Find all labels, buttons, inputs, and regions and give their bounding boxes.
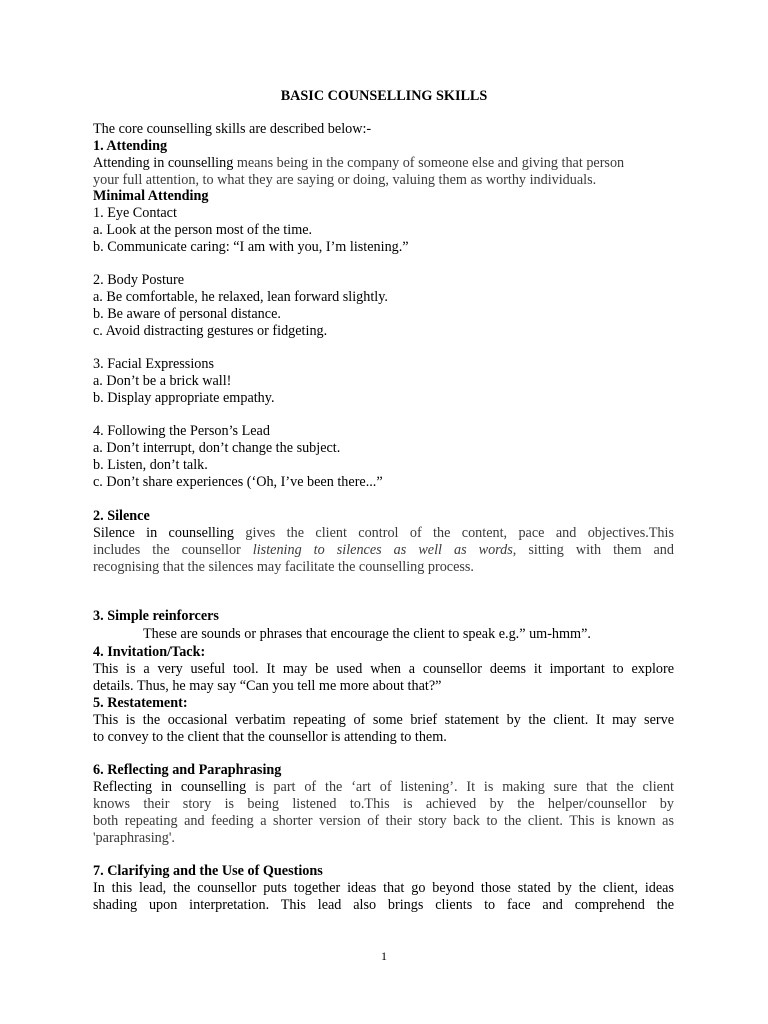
inline-lead: Silence in counselling (93, 525, 234, 541)
list-item: b. Listen, don’t talk. (93, 457, 208, 473)
inline-pre: includes the counsellor (93, 542, 253, 558)
list-item: b. Display appropriate empathy. (93, 390, 275, 406)
paragraph-line (93, 542, 674, 559)
section-heading-attending: 1. Attending (93, 138, 168, 154)
paragraph-line: recognising that the silences may facilitate the counselling process. (93, 559, 474, 575)
section-heading-restatement: 5. Restatement: (93, 695, 188, 711)
paragraph-line: to convey to the client that the counsellor is attending to them. (93, 729, 447, 745)
paragraph-line: In this lead, the counsellor puts together ideas that go beyond those stated by the client, ideas (93, 880, 674, 896)
paragraph-line: knows their story is being listened to.This is achieved by the helper/counsellor by (93, 796, 674, 812)
inline-italic: listening to silences as well as words (252, 542, 513, 558)
list-item: a. Don’t be a brick wall! (93, 373, 232, 389)
paragraph-line: This is the occasional verbatim repeating of some brief statement by the client. It may serve (93, 712, 674, 728)
inline-rest: means being in the company of someone else and giving that person (233, 155, 625, 171)
paragraph-line: both repeating and feeding a shorter version of their story back to the client. This is known as (93, 813, 674, 829)
list-item: b. Communicate caring: “I am with you, I’m listening.” (93, 239, 409, 255)
section-heading-reflecting: 6. Reflecting and Paraphrasing (93, 762, 282, 778)
list-item: c. Don’t share experiences (‘Oh, I’ve been there...” (93, 474, 383, 490)
page-title: BASIC COUNSELLING SKILLS (280, 88, 488, 104)
list-item: a. Look at the person most of the time. (93, 222, 313, 238)
paragraph-line: your full attention, to what they are saying or doing, valuing them as worthy individuals. (93, 172, 597, 188)
list-item: a. Be comfortable, he relaxed, lean forward slightly. (93, 289, 388, 305)
inline-rest: is part of the ‘art of listening’. It is making sure that the client (246, 779, 674, 795)
list-heading: 4. Following the Person’s Lead (93, 423, 270, 439)
inline-post: , sitting with them and (512, 542, 674, 558)
list-item: b. Be aware of personal distance. (93, 306, 281, 322)
list-item: c. Avoid distracting gestures or fidgeting. (93, 323, 328, 339)
paragraph-line: details. Thus, he may say “Can you tell me more about that?” (93, 678, 442, 694)
paragraph-line (93, 779, 674, 796)
paragraph-line: This is a very useful tool. It may be used when a counsellor deems it important to explore (93, 661, 674, 677)
list-heading: 3. Facial Expressions (93, 356, 214, 372)
inline-rest: gives the client control of the content, pace and objectives.This (233, 525, 674, 541)
inline-lead: Reflecting in counselling (93, 779, 247, 795)
list-heading: 1. Eye Contact (93, 205, 177, 221)
inline-lead: Attending in counselling (93, 155, 234, 171)
intro-text: The core counselling skills are described below:- (93, 121, 372, 137)
section-heading-silence: 2. Silence (93, 508, 150, 524)
paragraph-line: shading upon interpretation. This lead also brings clients to face and comprehend the (93, 897, 674, 913)
list-heading: 2. Body Posture (93, 272, 185, 288)
page-number: 1 (381, 949, 387, 963)
paragraph-line (93, 155, 674, 172)
paragraph-line (93, 525, 674, 542)
list-item: a. Don’t interrupt, don’t change the subject. (93, 440, 341, 456)
section-heading-reinforcers: 3. Simple reinforcers (93, 608, 219, 624)
paragraph-line: These are sounds or phrases that encourage the client to speak e.g.” um-hmm”. (143, 626, 591, 642)
section-heading-clarifying: 7. Clarifying and the Use of Questions (93, 863, 323, 879)
section-heading-invitation: 4. Invitation/Tack: (93, 644, 206, 660)
subheading-minimal-attending: Minimal Attending (93, 188, 209, 204)
paragraph-line: 'paraphrasing'. (93, 830, 175, 846)
